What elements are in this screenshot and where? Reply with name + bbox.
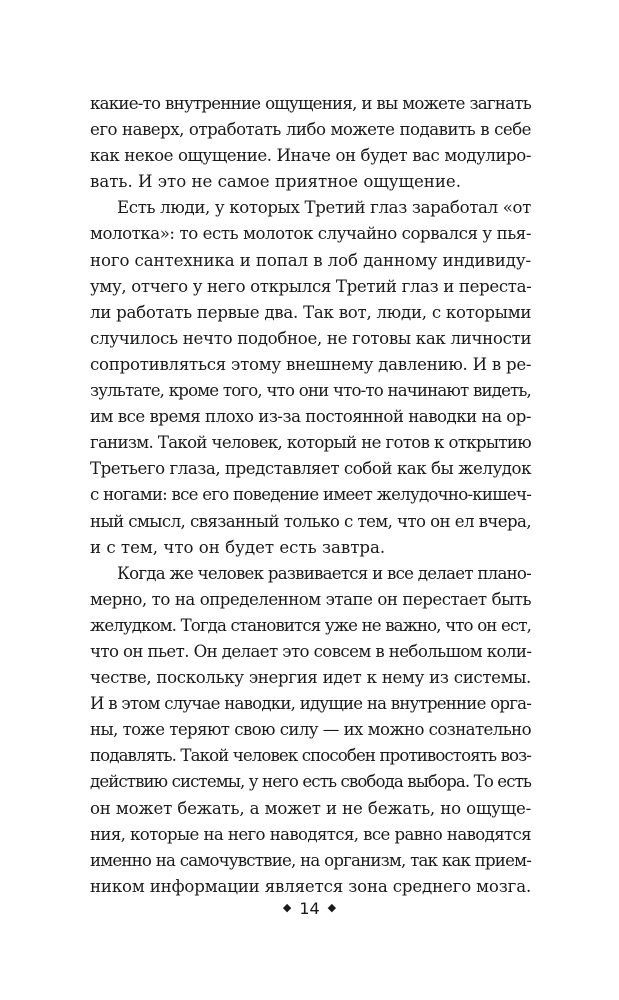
text-line: Третьего глаза, представляет собой как бы желудок [90,459,531,479]
body-text [90,91,531,900]
text-line: случилось нечто подобное, не готовы как личности [90,328,532,348]
text-line: уму, отчего у него открылся Третий глаз и переста- [90,276,532,296]
text-line: какие-то внутренние ощущения, и вы можете загнать [90,94,531,113]
text-line: ного сантехника и попал в лоб данному индивиду- [90,250,531,270]
text-line: Когда же человек развивается и все делает плано- [117,563,531,583]
diamond-ornament-icon: ◆ [282,900,292,914]
text-line: им все время плохо из-за постоянной наводки на ор- [90,407,531,427]
text-line: желудком. Тогда становится уже не важно, что он ест, [90,615,531,635]
text-line: подавлять. Такой человек способен противостоять воз- [90,746,531,766]
text-line: и с тем, что он будет есть завтра. [90,537,386,557]
page-footer [0,895,619,922]
text-line: ния, которые на него наводятся, все равно наводятся [90,824,531,844]
page-number: 14 [299,898,320,918]
text-line: ганизм. Такой человек, который не готов к открытию [90,433,531,453]
text-line: ны, тоже теряют свою силу — их можно сознательно [90,720,531,740]
text-line: зультате, кроме того, что они что-то начинают видеть, [90,381,531,401]
text-line: молотка»: то есть молоток случайно сорвался у пья- [90,224,531,244]
text-line: И в этом случае наводки, идущие на внутренние орга- [90,694,531,714]
text-line: ный смысл, связанный только с тем, что он ел вчера, [90,511,531,531]
text-line: как некое ощущение. Иначе он будет вас модулиро- [90,146,531,166]
diamond-ornament-icon: ◆ [327,900,337,914]
text-line: его наверх, отработать либо можете подавить в себе [90,120,531,140]
text-line: мерно, то на определенном этапе он перестает быть [90,589,531,609]
text-line: именно на самочувствие, на организм, так как прием- [90,850,531,870]
text-line: действию системы, у него есть свобода выбора. То есть [90,772,532,792]
text-line: сопротивляться этому внешнему давлению. И в ре- [90,354,532,374]
text-line: ником информации является зона среднего мозга. [90,876,532,896]
text-line: что он пьет. Он делает это совсем в небольшом коли- [90,641,532,661]
text-line: вать. И это не самое приятное ощущение. [90,172,461,192]
text-line: ли работать первые два. Так вот, люди, с которыми [90,302,532,322]
text-line: честве, поскольку энергия идет к нему из системы. [90,668,531,688]
text-line: Есть люди, у которых Третий глаз заработал «от [117,198,531,218]
text-line: он может бежать, а может и не бежать, но ощуще- [90,798,531,818]
text-line: с ногами: все его поведение имеет желудочно-кишеч- [90,485,532,505]
